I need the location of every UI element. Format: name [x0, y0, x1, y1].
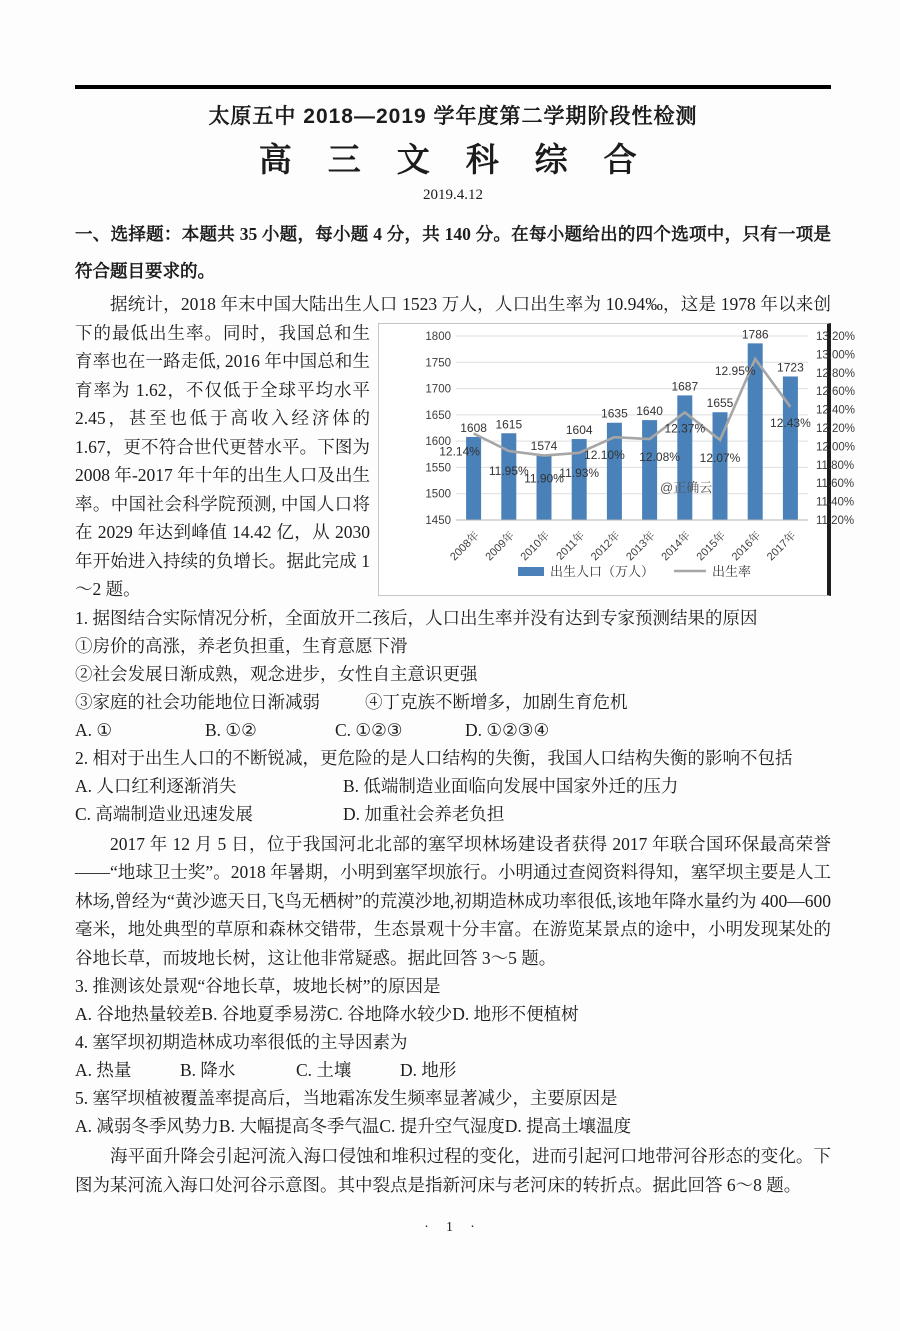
svg-text:2012年: 2012年 [588, 529, 623, 563]
question-5-option-c: C. 提升空气湿度 [379, 1116, 505, 1136]
svg-text:12.08%: 12.08% [639, 449, 680, 464]
svg-text:11.93%: 11.93% [559, 465, 600, 480]
svg-text:出生人口（万人）: 出生人口（万人） [550, 563, 655, 579]
svg-text:1700: 1700 [425, 383, 451, 396]
question-5-option-d: D. 提高土壤温度 [504, 1116, 632, 1136]
svg-text:1600: 1600 [425, 435, 451, 448]
svg-text:1723: 1723 [777, 359, 804, 374]
question-5-option-b: B. 大幅提高冬季气温 [218, 1116, 380, 1136]
svg-text:1655: 1655 [706, 395, 734, 410]
passage-population-rest: 下的最低出生率。同时，我国总和生育率也在一路走低, 2016 年中国总和生育率为 1.62，不仅低于全球平均水平 2.45，甚至也低于高收入经济体的 1.67，更不符合世代更替水平。下图为 2008 年-2017 年十年的出生人口及出生率。中国社会科学院预测, 中国人口将在 2029 年达到峰值 14.42 亿，从 2030 年开始进入持续的负增长。据此完成 1～2 题。 [75, 322, 370, 599]
chart-left-axis-labels [425, 331, 451, 527]
question-4-options [75, 1056, 831, 1084]
question-5-options [75, 1112, 831, 1140]
svg-text:12.14%: 12.14% [439, 444, 480, 459]
question-4-option-a: A. 热量 [75, 1060, 132, 1080]
question-4-stem: 4. 塞罕坝初期造林成功率很低的主导因素为 [75, 1032, 408, 1052]
svg-text:2017年: 2017年 [764, 529, 799, 563]
svg-text:出生率: 出生率 [712, 563, 752, 579]
question-4-option-d: D. 地形 [400, 1060, 457, 1080]
question-5 [75, 1084, 831, 1140]
svg-text:1650: 1650 [425, 409, 451, 422]
question-2 [75, 744, 831, 828]
question-5-stem: 5. 塞罕坝植被覆盖率提高后，当地霜冻发生频率显著减少，主要原因是 [75, 1088, 618, 1108]
svg-text:2015年: 2015年 [694, 529, 729, 563]
svg-text:1450: 1450 [425, 514, 451, 527]
svg-text:1786: 1786 [741, 326, 769, 341]
question-1-items-3-4 [75, 688, 831, 716]
svg-text:11.60%: 11.60% [816, 477, 855, 490]
passage-estuary: 海平面升降会引起河流入海口侵蚀和堆积过程的变化，进而引起河口地带河谷形态的变化。下图为某河流入海口处河谷示意图。其中裂点是指新河床与老河床的转折点。据此回答 6～8 题。 [75, 1146, 831, 1195]
passage-saihanba: 2017 年 12 月 5 日，位于我国河北北部的塞罕坝林场建设者获得 2017 年联合国环保最高荣誉——“地球卫士奖”。2018 年暑期，小明到塞罕坝旅行。小明通过查阅资料得知，塞罕坝主要是人工林场,曾经为“黄沙遮天日,飞鸟无栖树”的荒漠沙地,初期造林成功率很低,该地年降水量约为 400—600 毫米，地处典型的草原和森林交错带，生态景观十分丰富。在游览某景点的途中，小明发现某处的谷地长草，而坡地长树，这让他非常疑惑。据此回答 3～5 题。 [75, 833, 831, 968]
question-1-item-4: ④丁克族不断增多，加剧生育危机 [365, 691, 628, 712]
svg-text:11.40%: 11.40% [816, 496, 855, 509]
section-heading: 一、选择题：本题共 35 小题，每小题 4 分，共 140 分。在每小题给出的四个选项中，只有一项是符合题目要求的。 [75, 224, 831, 281]
svg-text:12.80%: 12.80% [816, 367, 856, 380]
svg-text:11.90%: 11.90% [524, 471, 564, 486]
svg-text:12.60%: 12.60% [816, 385, 856, 398]
question-1-option-b: B. ①② [205, 719, 257, 740]
question-1-item-2: ②社会发展日渐成熟，观念进步，女性自主意识更强 [75, 663, 478, 684]
question-2-stem: 2. 相对于出生人口的不断锐减，更危险的是人口结构的失衡，我国人口结构失衡的影响不包括 [75, 747, 793, 768]
question-4 [75, 1028, 831, 1084]
question-3-stem: 3. 推测该处景观“谷地长草，坡地长树”的原因是 [75, 976, 441, 996]
exam-page [0, 85, 900, 1235]
svg-text:13.20%: 13.20% [816, 330, 856, 343]
chart-x-axis-labels [447, 528, 799, 563]
svg-text:12.00%: 12.00% [816, 440, 856, 453]
question-1-option-a: A. ① [75, 719, 113, 740]
question-3 [75, 972, 831, 1028]
svg-text:@正确云: @正确云 [660, 479, 713, 495]
question-2-option-a: A. 人口红利逐渐消失 [75, 775, 237, 796]
svg-text:1608: 1608 [460, 420, 487, 435]
birth-chart-svg [414, 324, 862, 594]
svg-text:12.43%: 12.43% [770, 415, 811, 430]
question-3-option-c: C. 谷地降水较少 [326, 1004, 453, 1024]
svg-text:12.07%: 12.07% [699, 450, 741, 465]
chart-legend [518, 564, 751, 579]
svg-text:1604: 1604 [565, 422, 593, 437]
svg-text:2016年: 2016年 [729, 529, 764, 563]
svg-text:1635: 1635 [601, 406, 628, 421]
chart-bars [460, 327, 804, 520]
chart-watermark [660, 480, 712, 495]
svg-text:11.20%: 11.20% [816, 514, 855, 527]
svg-text:13.00%: 13.00% [816, 348, 856, 361]
svg-text:12.40%: 12.40% [816, 404, 856, 417]
question-2-option-b: B. 低端制造业面临向发展中国家外迁的压力 [343, 775, 679, 796]
svg-text:2014年: 2014年 [659, 529, 693, 563]
svg-text:1800: 1800 [425, 330, 451, 343]
top-rule-divider [75, 85, 831, 89]
svg-text:2013年: 2013年 [624, 529, 658, 563]
svg-text:1500: 1500 [425, 488, 451, 501]
svg-text:1550: 1550 [425, 461, 451, 474]
question-list [75, 604, 831, 1200]
exam-header-school: 太原五中 2018—2019 学年度第二学期阶段性检测 [208, 105, 698, 128]
question-1-item-1: ①房价的高涨，养老负担重，生育意愿下滑 [75, 635, 408, 656]
svg-text:12.37%: 12.37% [664, 420, 706, 435]
question-1-options [75, 716, 831, 744]
question-2-options-cd [75, 800, 831, 828]
svg-text:11.80%: 11.80% [816, 459, 855, 472]
question-1-option-c: C. ①②③ [335, 719, 403, 740]
svg-text:2008年: 2008年 [448, 529, 482, 563]
svg-text:1687: 1687 [671, 378, 699, 393]
question-3-option-b: B. 谷地夏季易涝 [201, 1004, 327, 1024]
svg-text:1750: 1750 [425, 356, 451, 369]
question-1-item-3: ③家庭的社会功能地位日渐减弱 [75, 691, 320, 712]
page-title: 高 三 文 科 综 合 [258, 143, 648, 179]
svg-text:12.20%: 12.20% [816, 422, 856, 435]
svg-text:11.95%: 11.95% [488, 463, 529, 478]
svg-text:1640: 1640 [636, 403, 663, 418]
chart-right-axis-labels [816, 331, 855, 527]
passage-population-line1: 据统计，2018 年末中国大陆出生人口 1523 万人，人口出生率为 10.94‰，这是 1978 年以来创 [110, 294, 831, 314]
question-4-option-b: B. 降水 [180, 1060, 236, 1080]
svg-text:12.95%: 12.95% [714, 363, 756, 378]
svg-text:12.10%: 12.10% [584, 447, 625, 462]
exam-date: 2019.4.12 [423, 187, 483, 203]
question-2-option-d: D. 加重社会养老负担 [343, 803, 505, 824]
passage-population [75, 290, 856, 604]
question-3-option-d: D. 地形不便植树 [452, 1004, 579, 1024]
page-number: · 1 · [424, 1219, 482, 1234]
question-5-option-a: A. 减弱冬季风势力 [75, 1116, 219, 1136]
svg-text:2010年: 2010年 [518, 529, 553, 563]
svg-text:1615: 1615 [495, 416, 523, 431]
question-2-options-ab [75, 772, 831, 800]
question-1-option-d: D. ①②③④ [465, 719, 550, 740]
question-4-option-c: C. 土壤 [296, 1060, 352, 1080]
question-1 [75, 604, 831, 744]
question-2-option-c: C. 高端制造业迅速发展 [75, 803, 253, 824]
svg-text:1574: 1574 [530, 438, 558, 453]
svg-text:2011年: 2011年 [554, 529, 588, 563]
birth-chart-figure [378, 323, 856, 596]
question-3-option-a: A. 谷地热量较差 [75, 1004, 202, 1024]
question-3-options [75, 1000, 831, 1028]
svg-text:2009年: 2009年 [483, 529, 517, 563]
question-1-stem: 1. 据图结合实际情况分析，全面放开二孩后，人口出生率并没有达到专家预测结果的原因 [75, 607, 758, 628]
